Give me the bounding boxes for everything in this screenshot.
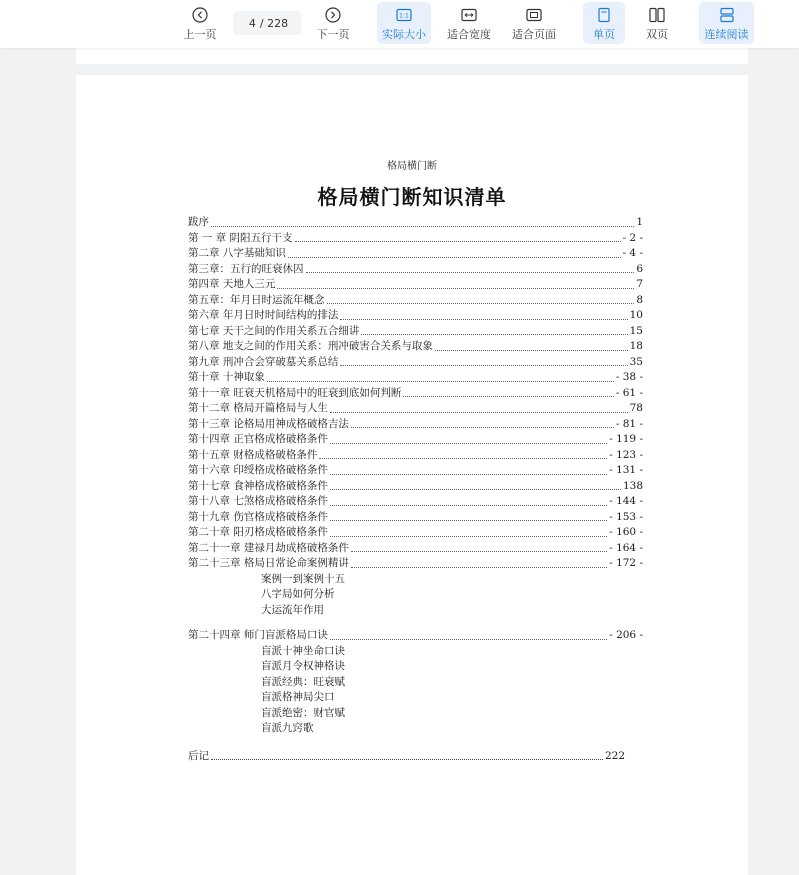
- toc-entry[interactable]: [188, 262, 643, 278]
- toc-entry-page: - 81 -: [615, 417, 643, 430]
- toc-entry-page: - 144 -: [609, 495, 643, 507]
- chevron-right-circle-icon: [325, 7, 341, 23]
- toc-entry-title: 第四章 天地人三元: [188, 278, 276, 290]
- toc-entry[interactable]: [188, 324, 643, 340]
- fit-width-button[interactable]: [442, 2, 496, 44]
- toc-entry-title: 跋序: [188, 216, 209, 228]
- toc-entry-title: 第 一 章 阴阳五行干支: [188, 231, 293, 244]
- toc-entry[interactable]: [188, 231, 643, 247]
- toc-entry[interactable]: [188, 355, 643, 371]
- spacer: [188, 737, 643, 749]
- toc-entry[interactable]: [188, 339, 643, 355]
- leader-dots: [361, 334, 627, 335]
- toc-entry-page: - 123 -: [609, 448, 643, 461]
- toc-entry-title: 第五章：年月日时运流年概念: [188, 293, 325, 306]
- toc-entry-title: 第十章 十神取象: [188, 371, 265, 383]
- toc-entry-title: 第二十章 阳刃格成格破格条件: [188, 526, 328, 538]
- continuous-read-button[interactable]: [699, 2, 754, 44]
- toc-entry-page: - 2 -: [622, 231, 643, 244]
- toc-entry-page: 18: [629, 340, 643, 352]
- toc-entry-page: 138: [622, 479, 643, 492]
- chevron-left-circle-icon: [192, 7, 208, 23]
- toc-entry-title: 第二十四章 师门盲派格局口诀: [188, 629, 328, 641]
- toc-entry-title: 第十八章 七煞格成格破格条件: [188, 495, 328, 507]
- leader-dots: [267, 381, 614, 382]
- toc-entry[interactable]: [188, 293, 643, 309]
- toc-entry-title: 第二章 八字基础知识: [188, 247, 286, 259]
- leader-dots: [319, 458, 607, 459]
- toc-sub-entry: 盲派经典：旺衰赋: [261, 675, 345, 688]
- toc-entry-page: - 153 -: [609, 510, 643, 523]
- actual-size-icon-text: 1:1: [399, 12, 409, 20]
- leader-dots: [211, 226, 634, 227]
- leader-dots: [295, 241, 621, 242]
- leader-dots: [330, 474, 607, 475]
- toc-entry-title: 第十七章 食神格成格破格条件: [188, 479, 328, 492]
- toc-entry[interactable]: [188, 448, 643, 464]
- previous-page-edge: [76, 48, 748, 64]
- leader-dots: [351, 551, 607, 552]
- toc-entry[interactable]: [188, 386, 643, 402]
- total-pages: / 228: [259, 16, 289, 30]
- chapter-24-sub-list: [188, 644, 643, 737]
- toc-entry-page: 7: [636, 278, 643, 290]
- toc-entry-title: 第二十一章 建禄月劫成格破格条件: [188, 541, 349, 554]
- actual-size-label: 实际大小: [382, 28, 426, 41]
- toc-entry-page: - 119 -: [609, 433, 643, 445]
- toc-entry-page: 6: [636, 262, 643, 275]
- toolbar: [0, 0, 799, 48]
- chapter-23-sub-list: [188, 572, 643, 619]
- toc-entry[interactable]: [188, 432, 643, 448]
- fit-width-icon: [461, 7, 477, 23]
- toc-entry[interactable]: [188, 246, 643, 262]
- current-page-input[interactable]: 4: [248, 16, 256, 30]
- toc-entry-page: 222: [604, 749, 625, 762]
- single-page-label: 单页: [593, 28, 615, 41]
- toc-sub-entry: 案例一到案例十五: [261, 572, 345, 585]
- toc-entry-title: 第八章 地支之间的作用关系：刑冲破害合关系与取象: [188, 340, 433, 352]
- toc-entry[interactable]: [188, 215, 643, 231]
- actual-size-icon: [396, 7, 412, 23]
- leader-dots: [351, 427, 614, 428]
- double-page-button[interactable]: [636, 2, 678, 44]
- leader-dots: [330, 489, 621, 490]
- leader-dots: [330, 412, 628, 413]
- toc-entry-title: 第九章 刑冲合会穿破墓关系总结: [188, 355, 339, 368]
- leader-dots: [330, 520, 607, 521]
- actual-size-button[interactable]: [377, 2, 431, 44]
- toc-entry[interactable]: [188, 541, 643, 557]
- prev-page-button[interactable]: [180, 2, 220, 44]
- leader-dots: [277, 288, 634, 289]
- toc-entry-title: 第二十三章 格局日常论命案例精讲: [188, 557, 349, 569]
- toc-entry-page: 35: [629, 355, 643, 368]
- spacer: [188, 618, 643, 628]
- toc-entry[interactable]: [188, 525, 643, 541]
- running-header: 格局横门断: [387, 161, 437, 172]
- toc-sub-entry: 盲派格神局尖口: [261, 691, 335, 703]
- continuous-read-label: 连续阅读: [704, 28, 749, 41]
- leader-dots: [330, 536, 607, 537]
- leader-dots: [211, 759, 603, 760]
- toc-entry-title: 第十一章 旺衰天机格局中的旺衰到底如何判断: [188, 386, 402, 399]
- toc-entry-page: 15: [629, 324, 643, 337]
- toc-entry[interactable]: [188, 401, 643, 417]
- continuous-read-icon: [719, 7, 735, 23]
- fit-page-button[interactable]: [507, 2, 561, 44]
- toc-entry-title: 第十二章 格局开篇格局与人生: [188, 402, 328, 414]
- toc-entry-title: 第十五章 财格成格破格条件: [188, 448, 318, 461]
- document-title: 格局横门断知识清单: [317, 185, 507, 209]
- fit-width-label: 适合宽度: [447, 28, 491, 41]
- toc-entry-page: - 172 -: [609, 557, 643, 569]
- toc-entry[interactable]: [188, 510, 643, 526]
- toc-entry-title: 第十六章 印绶格成格破格条件: [188, 464, 328, 476]
- toc-entry-page: - 131 -: [609, 464, 643, 476]
- next-page-label: 下一页: [316, 28, 350, 41]
- toc-entry[interactable]: [188, 494, 643, 510]
- leader-dots: [330, 505, 607, 506]
- toc-entry[interactable]: [188, 463, 643, 479]
- single-page-icon: [596, 7, 612, 23]
- toc-sub-entry: 八字局如何分析: [261, 588, 335, 600]
- toc-entry-page: - 38 -: [615, 371, 643, 383]
- document-page: [76, 75, 748, 875]
- toc-entry-title: 第十四章 正官格成格破格条件: [188, 433, 328, 445]
- leader-dots: [435, 350, 628, 351]
- toc-sub-entry: 盲派月令权神格诀: [261, 660, 345, 672]
- toc-entry-title: 第七章 天干之间的作用关系五合细讲: [188, 324, 360, 337]
- leader-dots: [340, 365, 627, 366]
- table-of-contents: [188, 215, 643, 764]
- toc-sub-entry: 大运流年作用: [261, 603, 324, 616]
- toc-entry[interactable]: [188, 308, 643, 324]
- toc-entry[interactable]: [188, 556, 643, 572]
- leader-dots: [327, 303, 635, 304]
- double-page-icon: [649, 7, 665, 23]
- toc-entry-title: 第六章 年月日时时间结构的排法: [188, 309, 339, 321]
- prev-page-label: 上一页: [183, 28, 217, 41]
- leader-dots: [403, 396, 614, 397]
- toc-entry-title: 第十九章 伤官格成格破格条件: [188, 510, 328, 523]
- double-page-label: 双页: [646, 28, 668, 41]
- toc-main-list: [188, 215, 643, 572]
- toc-entry-page: 1: [636, 216, 643, 228]
- toc-entry[interactable]: [188, 277, 643, 293]
- leader-dots: [330, 443, 607, 444]
- toc-entry-title: 第十三章 论格局用神成格破格吉法: [188, 417, 349, 430]
- next-page-button[interactable]: [313, 2, 353, 44]
- single-page-button[interactable]: [583, 2, 625, 44]
- toc-sub-entry: 盲派绝密：财官赋: [261, 706, 345, 719]
- toc-entry-page: - 4 -: [622, 247, 643, 259]
- toc-entry-page: - 164 -: [609, 541, 643, 554]
- toc-entry-afterword[interactable]: [188, 749, 625, 765]
- toc-entry-page: - 61 -: [615, 386, 643, 399]
- leader-dots: [306, 272, 635, 273]
- toc-entry-title: 第三章：五行的旺衰休囚: [188, 262, 304, 275]
- fit-page-label: 适合页面: [512, 28, 556, 41]
- toc-entry[interactable]: [188, 370, 643, 386]
- toc-sub-entry: 盲派九窍歌: [261, 722, 314, 734]
- fit-page-icon: [526, 7, 542, 23]
- toc-entry[interactable]: [188, 479, 643, 495]
- toc-entry-page: - 160 -: [609, 526, 643, 538]
- toc-entry-chapter-24[interactable]: [188, 628, 643, 644]
- page-indicator: [233, 11, 301, 35]
- toc-entry-page: 8: [636, 293, 643, 306]
- leader-dots: [288, 257, 621, 258]
- toc-entry-page: 78: [629, 402, 643, 414]
- toc-sub-entry: 盲派十神坐命口诀: [261, 644, 345, 657]
- toc-entry-page: - 206 -: [609, 629, 643, 641]
- leader-dots: [330, 639, 607, 640]
- toc-entry-title: 后记: [188, 749, 209, 762]
- leader-dots: [351, 567, 607, 568]
- leader-dots: [340, 319, 627, 320]
- toc-entry-page: 10: [629, 309, 643, 321]
- toc-entry[interactable]: [188, 417, 643, 433]
